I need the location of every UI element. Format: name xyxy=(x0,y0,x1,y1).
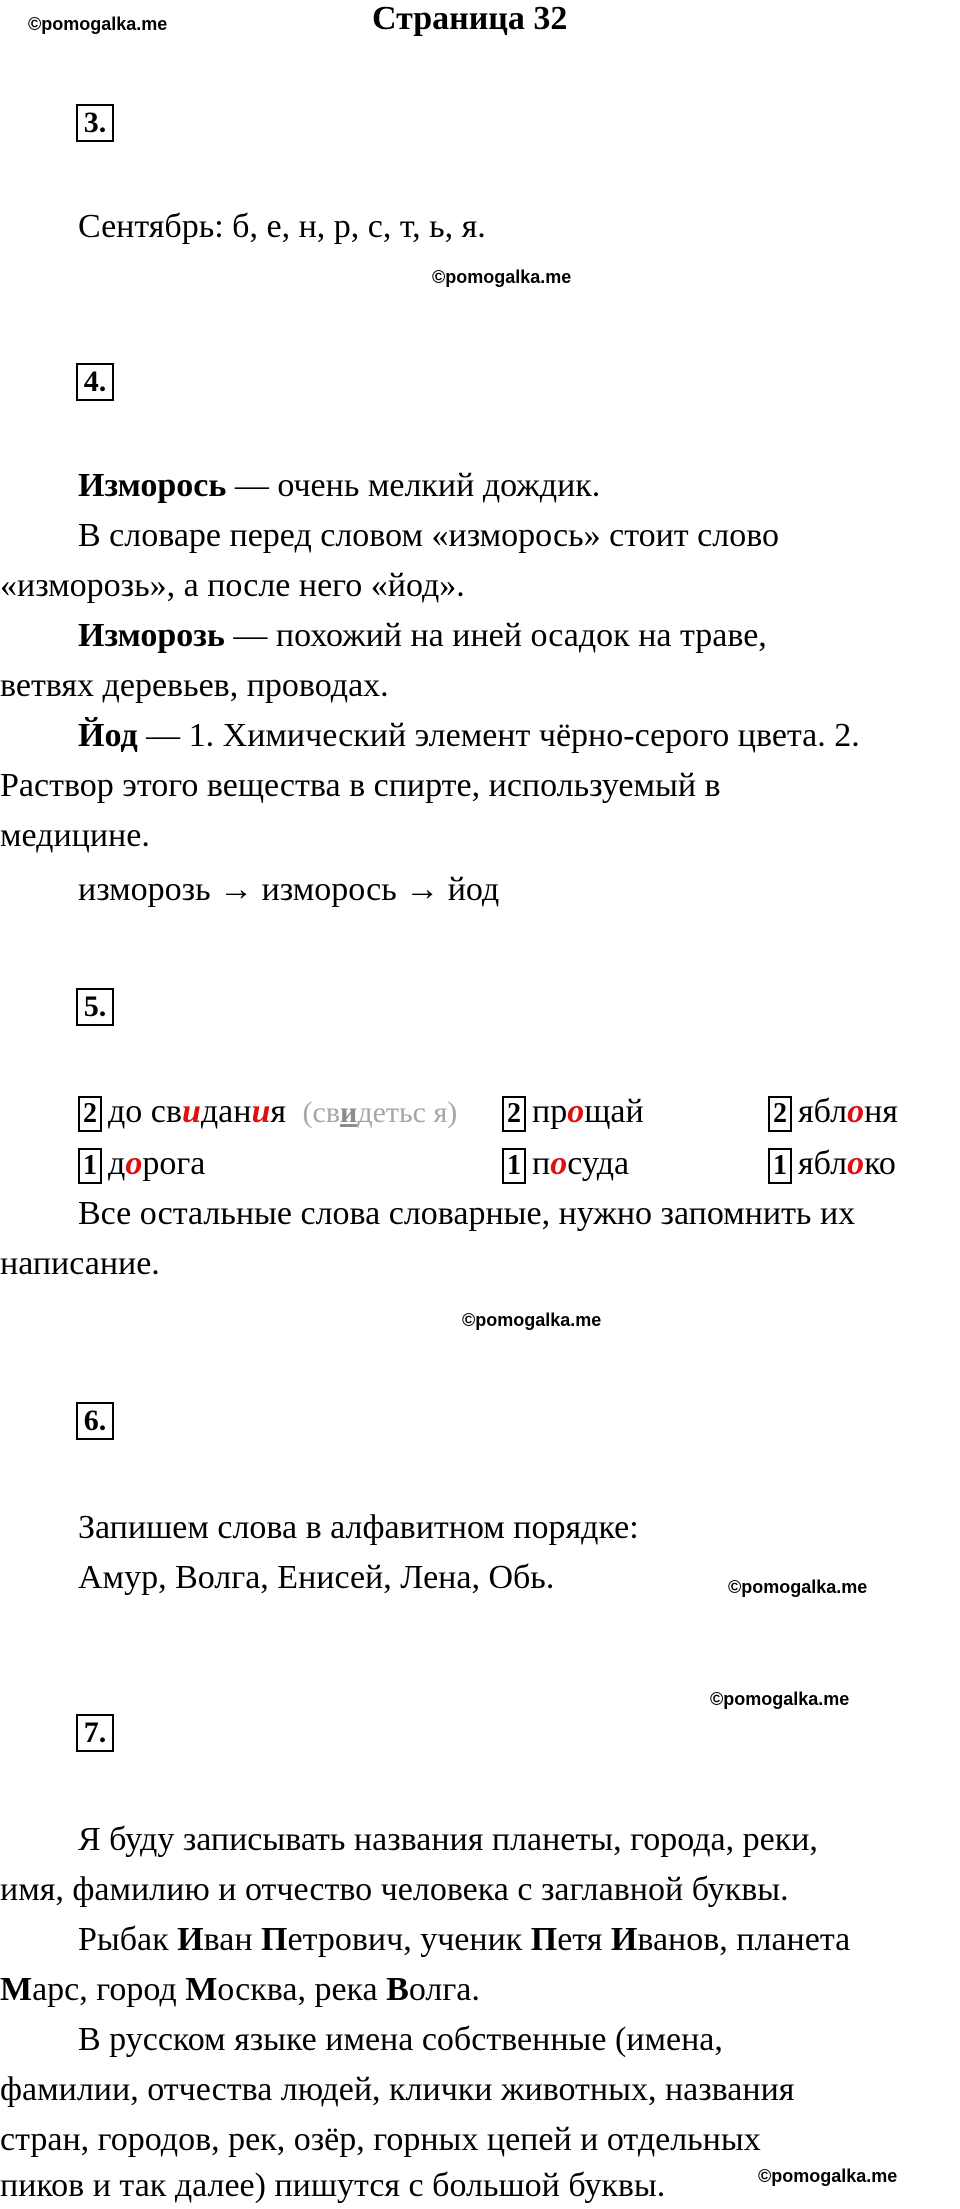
word-part: детьс я) xyxy=(357,1096,458,1129)
task7-example-line-2 xyxy=(0,1970,480,2010)
highlight-letter: о xyxy=(847,1145,865,1182)
task7-line-7: стран, городов, рек, озёр, горных цепей и отдельных xyxy=(0,2121,761,2158)
task4-line-6 xyxy=(78,716,860,756)
task3-text: Сентябрь: б, е, н, р, с, т, ь, я. xyxy=(78,208,486,245)
word-do-svidaniya xyxy=(78,1092,457,1133)
word-proshchai xyxy=(502,1092,644,1132)
text: ван xyxy=(203,1921,262,1958)
word-part: ко xyxy=(864,1145,896,1182)
word-part: ябл xyxy=(798,1145,848,1182)
syllable-count-badge: 2 xyxy=(502,1096,526,1132)
page-title: Страница 32 xyxy=(372,0,568,37)
word-part: рога xyxy=(142,1145,206,1182)
task5-note-1: Все остальные слова словарные, нужно запомнить их xyxy=(78,1195,856,1232)
text: олга. xyxy=(408,1971,480,2008)
task-number-5: 5. xyxy=(76,988,114,1026)
definition: — очень мелкий дождик. xyxy=(226,467,601,504)
syllable-count-badge: 2 xyxy=(768,1096,792,1132)
watermark: ©pomogalka.me xyxy=(462,1310,602,1330)
highlight-letter: и xyxy=(251,1093,271,1130)
task7-line-6: фамилии, отчества людей, клички животных, названия xyxy=(0,2071,795,2108)
word-part: я xyxy=(270,1093,287,1130)
text: осква, река xyxy=(217,1971,387,2008)
check-word xyxy=(303,1096,458,1129)
task-number-7: 7. xyxy=(76,1714,114,1752)
word-part: до св xyxy=(108,1093,182,1130)
task7-line-8: пиков и так далее) пишутся с большой буквы. xyxy=(0,2167,666,2204)
definition: — похожий на иней осадок на траве, xyxy=(224,617,767,654)
watermark: ©pomogalka.me xyxy=(28,14,168,34)
text: ванов, планета xyxy=(637,1921,851,1958)
term-yod: Йод xyxy=(78,717,138,754)
text: арс, город xyxy=(32,1971,186,2008)
word-yabloko xyxy=(768,1144,896,1184)
syllable-count-badge: 1 xyxy=(768,1148,792,1184)
watermark: ©pomogalka.me xyxy=(728,1577,868,1597)
task5-note-2: написание. xyxy=(0,1245,160,1282)
word-part: (св xyxy=(302,1096,341,1129)
task7-line-5: В русском языке имена собственные (имена, xyxy=(78,2021,723,2058)
text: етрович, ученик xyxy=(287,1921,531,1958)
task-number-4: 4. xyxy=(76,363,114,401)
highlight-letter: и xyxy=(340,1096,358,1129)
term-izmoros: Изморось xyxy=(78,467,227,504)
word-yablonya xyxy=(768,1092,898,1132)
syllable-count-badge: 1 xyxy=(78,1148,102,1184)
task7-line-1: Я буду записывать названия планеты, города, реки, xyxy=(78,1821,818,1858)
word-doroga xyxy=(78,1144,205,1184)
term-izmoroz: Изморозь xyxy=(78,617,225,654)
capital-letter: М xyxy=(185,1971,218,2008)
highlight-letter: о xyxy=(567,1093,585,1130)
word-part: щай xyxy=(584,1093,644,1130)
text: Рыбак xyxy=(78,1921,178,1958)
task-number-3: 3. xyxy=(76,104,114,142)
task4-line-3: «изморозь», а после него «йод». xyxy=(0,567,465,604)
text: етя xyxy=(557,1921,611,1958)
task4-line-1 xyxy=(78,466,600,506)
capital-letter: В xyxy=(386,1971,409,2008)
task7-line-2: имя, фамилию и отчество человека с заглавной буквы. xyxy=(0,1871,789,1908)
syllable-count-badge: 1 xyxy=(502,1148,526,1184)
task7-example-line-1 xyxy=(78,1920,850,1960)
word-part: ябл xyxy=(798,1093,848,1130)
highlight-letter: о xyxy=(550,1145,568,1182)
task4-line-4 xyxy=(78,616,767,656)
word-part: суда xyxy=(567,1145,630,1182)
capital-letter: И xyxy=(610,1921,638,1958)
word-part: п xyxy=(532,1145,551,1182)
word-part: д xyxy=(108,1145,126,1182)
watermark: ©pomogalka.me xyxy=(710,1689,850,1709)
task4-line-2: В словаре перед словом «изморось» стоит слово xyxy=(78,517,780,554)
watermark: ©pomogalka.me xyxy=(432,267,572,287)
task6-line-1: Запишем слова в алфавитном порядке: xyxy=(78,1509,639,1546)
task4-line-5: ветвях деревьев, проводах. xyxy=(0,667,389,704)
highlight-letter: о xyxy=(847,1093,865,1130)
watermark: ©pomogalka.me xyxy=(758,2166,898,2186)
highlight-letter: о xyxy=(125,1145,143,1182)
capital-letter: П xyxy=(261,1921,288,1958)
word-posuda xyxy=(502,1144,629,1184)
task4-line-7: Раствор этого вещества в спирте, используемый в xyxy=(0,767,721,804)
word-part: ня xyxy=(864,1093,898,1130)
task4-line-8: медицине. xyxy=(0,817,150,854)
task6-line-2: Амур, Волга, Енисей, Лена, Обь. xyxy=(78,1559,555,1596)
capital-letter: М xyxy=(0,1971,33,2008)
definition: — 1. Химический элемент чёрно-серого цвета. 2. xyxy=(137,717,860,754)
task4-order: изморозь → изморось → йод xyxy=(78,871,500,908)
syllable-count-badge: 2 xyxy=(78,1096,102,1132)
task-number-6: 6. xyxy=(76,1402,114,1440)
capital-letter: И xyxy=(177,1921,204,1958)
capital-letter: П xyxy=(530,1921,558,1958)
word-part: пр xyxy=(532,1093,568,1130)
word-part: дан xyxy=(200,1093,252,1130)
highlight-letter: и xyxy=(181,1093,201,1130)
